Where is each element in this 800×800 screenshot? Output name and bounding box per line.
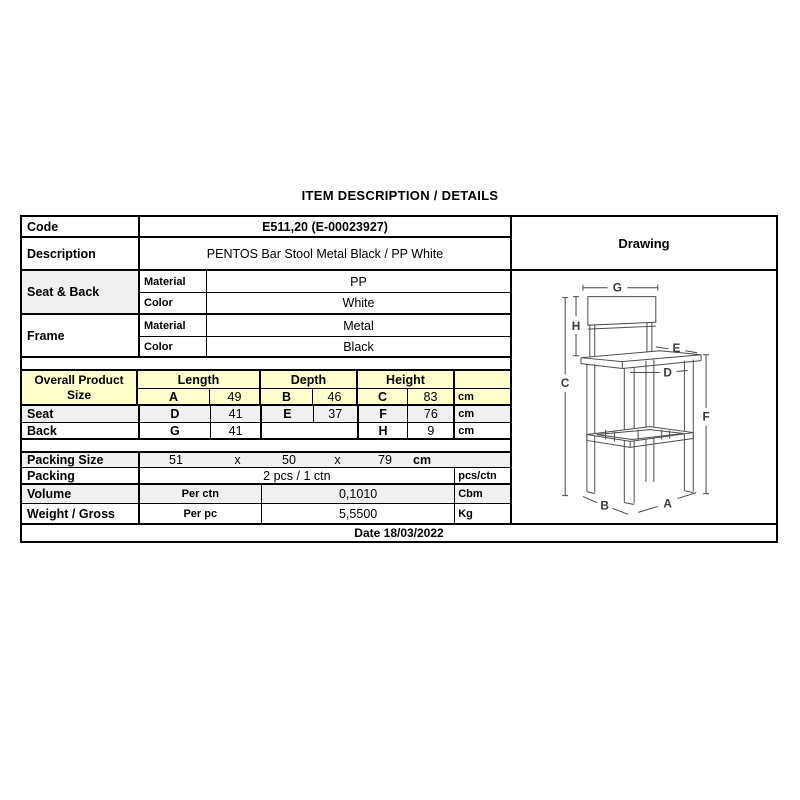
description-row [22, 238, 510, 271]
dim-label-f: F [702, 409, 710, 424]
frame-material-value: Metal [343, 318, 374, 333]
page-title: ITEM DESCRIPTION / DETAILS [301, 188, 499, 203]
seat-back-group [22, 271, 510, 315]
dim-line-d [630, 370, 687, 372]
dim-line-c [562, 298, 568, 496]
packing-unit: pcs/ctn [458, 469, 497, 482]
size-header-row [138, 371, 510, 389]
packing-size-row [22, 453, 510, 468]
packing-size-sep: x [334, 453, 341, 467]
overall-unit: cm [458, 390, 474, 403]
frame-color-label: Color [140, 337, 207, 356]
overall-size-label-line2: Size [66, 387, 91, 402]
back-depth-empty [262, 423, 359, 438]
drawing-area [512, 271, 776, 523]
overall-height-value: 83 [408, 389, 455, 404]
height-header: Height [358, 371, 455, 388]
seat-back-subrows [140, 271, 510, 313]
weight-unit: Kg [458, 507, 473, 520]
drawing-column [512, 217, 776, 523]
packing-size-height: 79 [378, 453, 392, 467]
volume-row [22, 485, 510, 504]
code-row [22, 217, 510, 238]
frame-material-label: Material [140, 315, 207, 336]
dim-label-h: H [571, 319, 581, 334]
weight-per: Per pc [140, 504, 262, 523]
date-row [22, 523, 776, 541]
back-unit: cm [458, 424, 475, 437]
packing-value: 2 pcs / 1 ctn [140, 468, 456, 483]
dim-label-g: G [612, 280, 623, 295]
packing-row [22, 468, 510, 485]
frame-subrows [140, 315, 510, 356]
seat-height-key: F [359, 406, 409, 422]
spec-table-main [22, 217, 776, 523]
seat-back-color-value: White [342, 296, 375, 310]
spacer-row [22, 358, 510, 371]
drawing-header: Drawing [512, 217, 776, 271]
overall-length-value: 49 [210, 389, 261, 404]
spec-left-section [22, 217, 512, 523]
overall-values-row [138, 389, 510, 404]
packing-size-depth: 50 [282, 453, 296, 467]
frame-label: Frame [22, 315, 140, 356]
seat-back-color-label: Color [140, 293, 207, 313]
frame-material-row [140, 315, 510, 337]
overall-size-label-line1: Overall Product [34, 372, 124, 387]
backrest-panel [588, 297, 656, 326]
dim-label-c: C [560, 376, 570, 391]
packing-size-label: Packing Size [22, 453, 140, 467]
overall-size-label [22, 371, 138, 404]
depth-header: Depth [261, 371, 358, 388]
description-value: PENTOS Bar Stool Metal Black / PP White [206, 246, 444, 261]
leg-back [646, 360, 654, 482]
packing-size-length: 51 [169, 453, 183, 467]
frame-group [22, 315, 510, 358]
volume-label: Volume [22, 485, 140, 503]
seat-size-label: Seat [22, 406, 140, 422]
seat-unit: cm [458, 408, 475, 420]
weight-row [22, 504, 510, 523]
dim-label-b: B [600, 498, 609, 513]
spacer-row [22, 440, 510, 453]
frame-color-row [140, 337, 510, 356]
packing-size-unit: cm [413, 453, 432, 467]
back-height-value: 9 [408, 423, 455, 438]
back-length-value: 41 [211, 423, 262, 438]
unit-header-empty [455, 371, 510, 388]
packing-size-values [140, 453, 510, 467]
bar-stool-drawing [512, 271, 776, 523]
seat-length-key: D [140, 406, 212, 422]
dim-label-e: E [672, 340, 681, 355]
seat-back-color-row [140, 293, 510, 313]
code-label: Code [22, 217, 140, 236]
back-length-key: G [140, 423, 212, 438]
seat-depth-value: 37 [314, 406, 359, 422]
back-size-label: Back [22, 423, 140, 438]
back-height-key: H [359, 423, 409, 438]
seat-size-row [22, 406, 510, 423]
length-header: Length [138, 371, 261, 388]
leg-left [587, 364, 595, 494]
packing-label: Packing [22, 468, 140, 483]
seat-back-material-label: Material [140, 271, 207, 292]
seat-back-label: Seat & Back [22, 271, 140, 313]
seat-depth-key: E [262, 406, 314, 422]
seat-back-material-value: PP [350, 274, 367, 289]
weight-value: 5,5500 [262, 504, 455, 523]
seat-length-value: 41 [211, 406, 262, 422]
dim-label-d: D [663, 365, 672, 380]
volume-value: 0,1010 [262, 485, 455, 503]
overall-height-key: C [358, 389, 408, 404]
back-size-row [22, 423, 510, 440]
dim-line-f [703, 355, 709, 494]
description-label: Description [22, 238, 140, 269]
overall-size-block [22, 371, 510, 406]
dim-label-a: A [663, 496, 672, 511]
seat-back-material-row [140, 271, 510, 293]
spec-table [20, 215, 778, 543]
date-value: Date 18/03/2022 [354, 526, 444, 540]
frame-color-value: Black [343, 339, 374, 354]
leg-right [684, 360, 693, 493]
overall-length-key: A [138, 389, 210, 404]
overall-size-grid [138, 371, 510, 404]
overall-depth-value: 46 [313, 389, 358, 404]
seat-height-value: 76 [408, 406, 455, 422]
weight-label: Weight / Gross [22, 504, 140, 523]
overall-depth-key: B [261, 389, 313, 404]
packing-size-sep: x [234, 453, 241, 467]
seat-top [581, 351, 701, 362]
volume-per: Per ctn [140, 485, 262, 503]
code-value: E511,20 (E-00023927) [262, 219, 388, 234]
volume-unit: Cbm [458, 488, 483, 500]
